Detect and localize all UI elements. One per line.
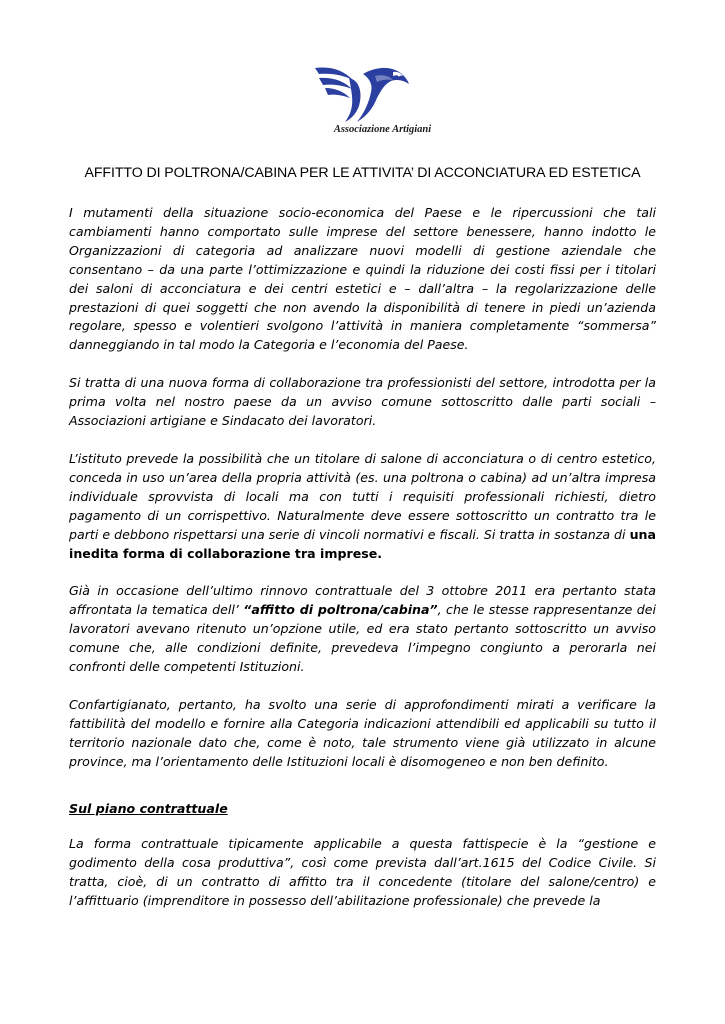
document-body — [69, 204, 656, 930]
document-title: AFFITTO DI POLTRONA/CABINA PER LE ATTIVITA’ DI ACCONCIATURA ED ESTETICA — [84, 165, 641, 181]
paragraph-5: Confartigianato, pertanto, ha svolto una serie di approfondimenti mirati a verificare la fattibilità del modello e fornire alla Categoria indicazioni attendibili ed applicabili su tutto il territorio nazionale dato che, come è noto, tale strumento viene già utilizzato in alcune province, ma l’orientamento delle Istituzioni locali è disomogeneo e non ben definito. — [69, 696, 656, 769]
paragraph-6: La forma contrattuale tipicamente applicabile a questa fattispecie è la “gestione e godimento della cosa produttiva”, così come prevista dall’art.1615 del Codice Civile. Si tratta, cioè, di un contratto di affitto tra il concedente (titolare del salone/centro) e l’affittuario (imprenditore in possesso dell’abilitazione professionale) che prevede la — [69, 836, 656, 909]
header-logo — [0, 62, 725, 135]
logo-caption: Associazione Artigiani — [333, 124, 432, 135]
paragraph-4-text-a: Già in occasione dell’ultimo rinnovo contrattuale del 3 ottobre 2011 era pertanto stata affrontata la tematica dell’ — [69, 583, 656, 618]
paragraph-4-emphasis: “affitto di poltrona/cabina” — [243, 602, 438, 618]
stylized-eagle-icon — [313, 62, 413, 124]
paragraph-1: I mutamenti della situazione socio-economica del Paese e le ripercussioni che tali cambiamenti hanno comportato sulle imprese del settore benessere, hanno indotto le Organizzazioni di categoria ad analizzare nuovi modelli di gestione aziendale che consentano – da una parte l’ottimizzazione e quindi la riduzione dei costi fissi per i titolari dei saloni di acconciatura e dei centri estetici e – dall’altra – la regolarizzazione delle prestazioni di quei soggetti che non avendo la disponibilità di tenere in piedi un’azienda regolare, spesso e volentieri svolgono l’attività in maniera completamente “sommersa” danneggiando in tal modo la Categoria e l’economia del Paese. — [69, 205, 656, 353]
paragraph-3 — [69, 450, 656, 563]
paragraph-2: Si tratta di una nuova forma di collaborazione tra professionisti del settore, introdotta per la prima volta nel nostro paese da un avviso comune sottoscritto dalle parti sociali – Associazioni artigiane e Sindacato dei lavoratori. — [69, 375, 656, 429]
paragraph-3-emphasis: una inedita forma di collaborazione tra imprese. — [69, 526, 656, 561]
paragraph-4 — [69, 582, 656, 677]
section-heading: Sul piano contrattuale — [69, 800, 228, 816]
paragraph-3-text: L’istituto prevede la possibilità che un titolare di salone di acconciatura o di centro estetico, conceda in uso un’area della propria attività (es. una poltrona o cabina) ad un’altra impresa individuale sprovvista di locali ma con tutti i requisiti professionali richiesti, dietro pagamento di un corrispettivo. Naturalmente deve essere sottoscritto un contratto tra le parti e debbono rispettarsi una serie di vincoli normativi e fiscali. Si tratta in sostanza di — [69, 450, 656, 542]
paragraph-4-text-b: , che le stesse rappresentanze dei lavoratori avevano ritenuto un’opzione utile, ed era stato pertanto sottoscritto un avviso comune che, alle condizioni definite, prevedeva l’impegno congiunto a perorarla nei confronti delle competenti Istituzioni. — [69, 602, 656, 675]
